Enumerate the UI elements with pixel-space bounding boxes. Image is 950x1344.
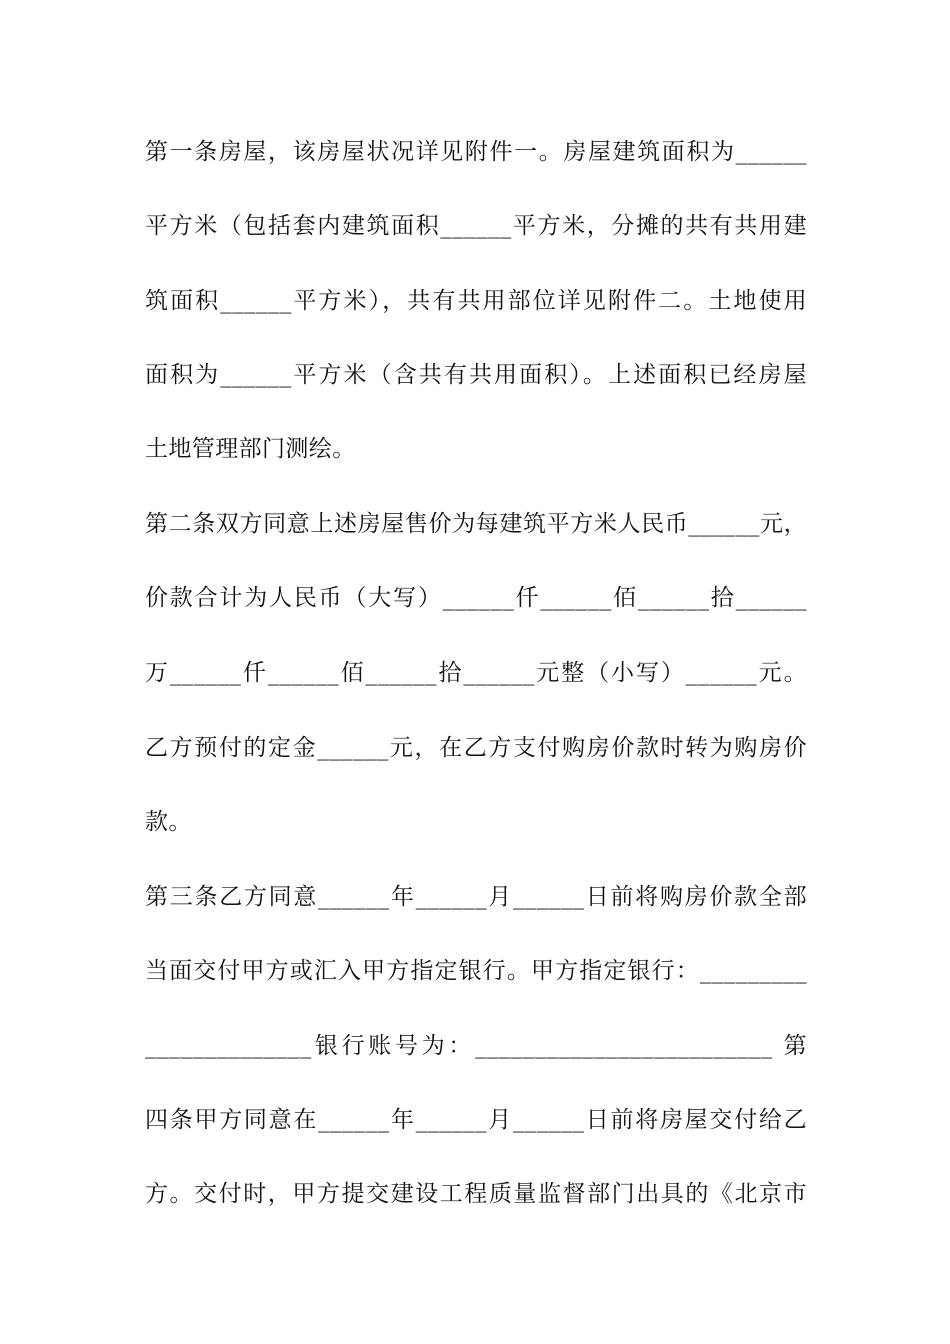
text-line-11: 第三条乙方同意______年______月______日前将购房价款全部 <box>145 884 807 910</box>
text-line-15: 方。交付时，甲方提交建设工程质量监督部门出具的《北京市 <box>145 1181 807 1207</box>
text-line-8: 万______仟______佰______拾______元整（小写）______元。 <box>145 660 807 686</box>
text-line-1: 第一条房屋，该房屋状况详见附件一。房屋建筑面积为______ <box>145 139 807 165</box>
text-line-3: 筑面积______平方米），共有共用部位详见附件二。土地使用 <box>145 288 807 314</box>
text-line-4: 面积为______平方米（含共有共用面积）。上述面积已经房屋 <box>145 362 807 388</box>
text-line-7: 价款合计为人民币（大写）______仟______佰______拾______ <box>145 585 807 611</box>
text-line-13: ______________银行账号为：_________________________ 第 <box>145 1033 807 1059</box>
text-line-14: 四条甲方同意在______年______月______日前将房屋交付给乙 <box>145 1107 807 1133</box>
text-line-2: 平方米（包括套内建筑面积______平方米，分摊的共有共用建 <box>145 213 807 239</box>
text-line-6: 第二条双方同意上述房屋售价为每建筑平方米人民币______元， <box>145 511 807 537</box>
text-line-12: 当面交付甲方或汇入甲方指定银行。甲方指定银行：_________ <box>145 958 807 984</box>
text-line-10: 款。 <box>145 809 192 835</box>
text-line-9: 乙方预付的定金______元，在乙方支付购房价款时转为购房价 <box>145 735 807 761</box>
text-line-5: 土地管理部门测绘。 <box>145 436 356 462</box>
